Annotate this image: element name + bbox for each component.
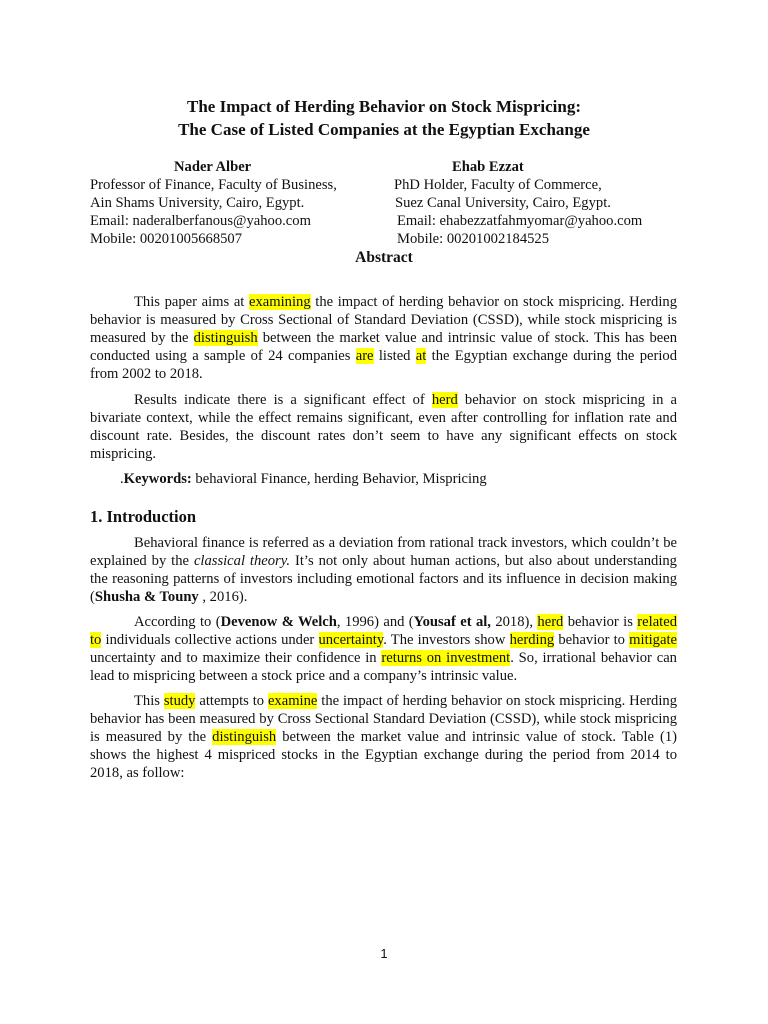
- abstract-paragraph-1: This paper aims at examining the impact of herding behavior on stock mispricing. Herding behavior is measured by Cross Sectional of Standard Deviation (CSSD), while stock mispricing is measured by the distinguish between the market value and intrinsic value of stock. This has been conducted using a sample of 24 companies are listed at the Egyptian exchange during the period from 2002 to 2018.: [90, 294, 677, 382]
- paper-title-line-1: The Impact of Herding Behavior on Stock Mispricing:: [187, 97, 581, 116]
- keywords-text: behavioral Finance, herding Behavior, Mispricing: [191, 471, 487, 487]
- author-2-position: PhD Holder, Faculty of Commerce,: [394, 177, 602, 193]
- author-1-mobile: Mobile: 00201005668507: [90, 231, 243, 247]
- author-2-email: Email: ehabezzatfahmyomar@yahoo.com: [397, 213, 643, 229]
- intro-paragraph-3: This study attempts to examine the impact of herding behavior on stock mispricing. Herding behavior has been measured by Cross Sectional Standard Deviation (CSSD), while stock mispricing is measured by the distinguish between the market value and intrinsic value of stock. Table (1) shows the highest 4 mispriced stocks in the Egyptian exchange during the period from 2014 to 2018, as follow:: [90, 693, 677, 781]
- author-2-mobile: Mobile: 00201002184525: [397, 231, 550, 247]
- author-1-name: Nader Alber: [174, 159, 252, 175]
- intro-paragraph-1: Behavioral finance is referred as a deviation from rational track investors, which couldn’t be explained by the classical theory. It’s not only about human actions, but also about understanding the reasoning patterns of investors including emotional factors and its influence in decision making (Shusha & Touny , 2016).: [90, 535, 677, 605]
- highlight: distinguish: [212, 729, 277, 745]
- highlight: examine: [267, 693, 318, 709]
- highlight: study: [163, 693, 196, 709]
- abstract-heading: Abstract: [355, 249, 413, 266]
- keywords-line: .Keywords: behavioral Finance, herding Behavior, Mispricing: [120, 471, 487, 487]
- highlight: uncertainty: [318, 632, 384, 648]
- highlight: herd: [431, 392, 458, 408]
- highlight: at: [415, 348, 427, 364]
- highlight: distinguish: [193, 330, 258, 346]
- author-1-affiliation: Ain Shams University, Cairo, Egypt.: [90, 195, 305, 211]
- highlight: herd: [537, 614, 564, 630]
- intro-paragraph-2: According to (Devenow & Welch, 1996) and (Yousaf et al, 2018), herd behavior is related to individuals collective actions under uncertainty. The investors show herding behavior to mitigate uncertainty and to maximize their confidence in returns on investment. So, irrational behavior can lead to mispricing between a stock price and a company’s intrinsic value.: [90, 614, 677, 684]
- highlight: related to: [90, 614, 677, 648]
- author-2-name: Ehab Ezzat: [452, 159, 524, 175]
- author-1-email: Email: naderalberfanous@yahoo.com: [90, 213, 311, 229]
- section-heading-introduction: 1. Introduction: [90, 507, 197, 526]
- author-2-affiliation: Suez Canal University, Cairo, Egypt.: [395, 195, 611, 211]
- page-number: 1: [380, 946, 388, 961]
- highlight: mitigate: [629, 632, 677, 648]
- keywords-label: Keywords:: [123, 471, 192, 487]
- highlight: herding: [509, 632, 555, 648]
- highlight: examining: [249, 294, 311, 310]
- highlight: are: [355, 348, 374, 364]
- abstract-paragraph-2: Results indicate there is a significant effect of herd behavior on stock mispricing in a bivariate context, while the effect remains significant, even after controlling for inflation rate and discount rate. Besides, the discount rates don’t seem to have any significant effects on stock mispricing.: [90, 392, 677, 462]
- author-1-position: Professor of Finance, Faculty of Business,: [90, 177, 337, 193]
- paper-title-line-2: The Case of Listed Companies at the Egyptian Exchange: [178, 120, 590, 139]
- highlight: returns on investment: [381, 650, 511, 666]
